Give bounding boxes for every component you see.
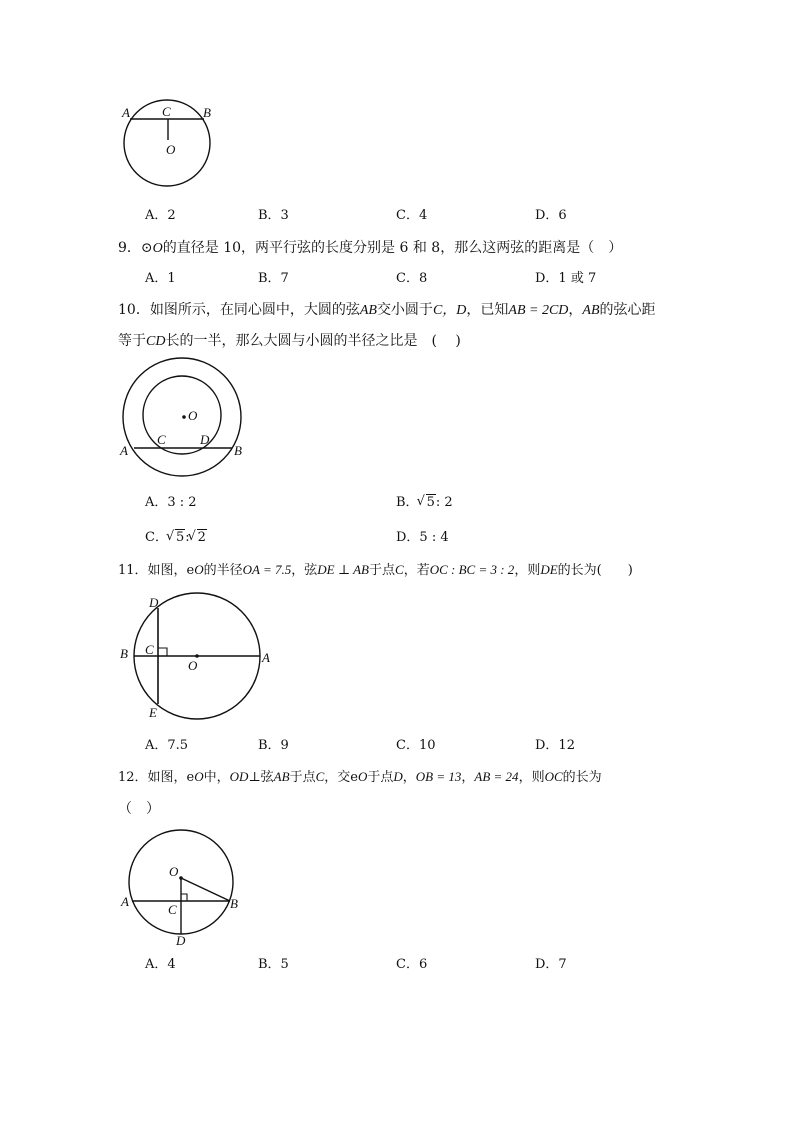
q11-t6: 的长为( ) bbox=[557, 563, 633, 578]
q11-t4: ，若 bbox=[403, 563, 430, 578]
q11-label-d: D bbox=[149, 595, 159, 610]
q11-ratio: OC : BC = 3 : 2 bbox=[429, 562, 515, 577]
q9-option-b[interactable]: B．7 bbox=[258, 271, 289, 286]
q9-text: 的直径是 10，两平行弦的长度分别是 6 和 8，那么这两弦的距离是（ ） bbox=[162, 240, 623, 256]
q12-o-2: O bbox=[357, 769, 368, 784]
q12-label-o: O bbox=[169, 864, 179, 879]
q11-option-b[interactable]: B．9 bbox=[258, 738, 289, 753]
q12-ab: AB bbox=[273, 769, 290, 784]
q11-prefix: 11．如图， bbox=[118, 563, 187, 578]
q10-stem-line1 bbox=[118, 301, 656, 320]
q10-option-c-prefix: C． bbox=[145, 530, 168, 545]
q12-label-a: A bbox=[121, 894, 129, 909]
q12-t4: ，交 bbox=[324, 770, 351, 785]
q9-option-d[interactable]: D．1 或 7 bbox=[535, 271, 597, 286]
q10-mid1: 交小圆于 bbox=[376, 302, 433, 318]
q10-label-b: B bbox=[234, 443, 242, 458]
q10-label-d: D bbox=[200, 432, 210, 447]
q10-label-c: C bbox=[157, 432, 166, 447]
sqrt-5: √ 5 bbox=[168, 530, 185, 546]
q8-option-d[interactable]: D．6 bbox=[535, 208, 567, 223]
q12-label-c: C bbox=[168, 902, 177, 917]
q12-option-d[interactable]: D．7 bbox=[535, 957, 567, 972]
q11-t1: 的半径 bbox=[203, 563, 243, 578]
circle-symbol: e bbox=[186, 563, 195, 578]
q10-line2-prefix: 等于 bbox=[118, 333, 146, 349]
sqrt-5: √ 5 bbox=[419, 495, 436, 511]
q10-mid2: ，已知 bbox=[466, 302, 509, 318]
circle-symbol: ⊙ bbox=[140, 240, 153, 256]
q10-sep: ， bbox=[568, 302, 583, 318]
q12-d: D bbox=[393, 769, 403, 784]
q11-de: DE bbox=[540, 562, 558, 577]
q12-segment-ob bbox=[181, 878, 230, 901]
q10-stem-line2 bbox=[118, 332, 461, 351]
q12-option-b[interactable]: B．5 bbox=[258, 957, 289, 972]
q12-figure bbox=[118, 828, 248, 948]
q12-t1: 中， bbox=[203, 770, 230, 785]
q11-t5: ，则 bbox=[514, 563, 541, 578]
q12-oc: OC bbox=[544, 769, 563, 784]
q12-t3: 于点 bbox=[289, 770, 316, 785]
q8-option-c[interactable]: C．4 bbox=[396, 208, 428, 223]
q12-center-dot bbox=[179, 876, 183, 880]
q10-line2-rest: 长的一半，那么大圆与小圆的半径之比是 ( ) bbox=[165, 333, 461, 349]
right-angle-mark bbox=[158, 648, 167, 656]
q10-cd: CD bbox=[146, 334, 166, 349]
q10-option-d[interactable]: D．5 : 4 bbox=[396, 530, 449, 545]
q11-label-c: C bbox=[145, 642, 154, 657]
q11-label-b: B bbox=[120, 646, 128, 661]
q11-label-a: A bbox=[262, 650, 270, 665]
q10-option-b-prefix: B． bbox=[396, 495, 419, 510]
q11-stem bbox=[118, 561, 633, 580]
q8-option-b[interactable]: B．3 bbox=[258, 208, 289, 223]
q12-t5: 于点 bbox=[367, 770, 394, 785]
q11-figure bbox=[118, 592, 278, 720]
q11-option-c[interactable]: C．10 bbox=[396, 738, 436, 753]
q10-option-a[interactable]: A．3 : 2 bbox=[145, 495, 197, 510]
sqrt-2: √ 2 bbox=[190, 530, 207, 546]
q11-label-o: O bbox=[188, 658, 198, 673]
q8-label-o: O bbox=[166, 142, 176, 157]
q9-option-a[interactable]: A．1 bbox=[145, 271, 176, 286]
q9-stem bbox=[118, 239, 622, 258]
q11-option-a[interactable]: A．7.5 bbox=[145, 738, 189, 753]
q12-c: C bbox=[315, 769, 325, 784]
q10-option-c[interactable] bbox=[145, 530, 207, 546]
right-angle-mark bbox=[181, 894, 187, 901]
q11-oa: OA = 7.5 bbox=[242, 562, 292, 577]
q11-t3: 于点 bbox=[369, 563, 396, 578]
q10-figure bbox=[118, 358, 253, 480]
q9-o: O bbox=[152, 241, 163, 256]
q10-ab: AB bbox=[359, 303, 377, 318]
q10-center-dot bbox=[182, 415, 186, 419]
q10-option-c-colon: : bbox=[185, 530, 190, 545]
q12-label-d: D bbox=[176, 933, 186, 948]
q11-label-e: E bbox=[149, 705, 157, 720]
q10-option-b-rest: : 2 bbox=[435, 495, 453, 510]
q10-label-a: A bbox=[120, 443, 128, 458]
q12-t2: ⊥弦 bbox=[248, 770, 274, 785]
q10-ab-2: AB bbox=[582, 303, 600, 318]
q12-t6: ， bbox=[402, 770, 416, 785]
q10-mid3: 的弦心距 bbox=[599, 302, 656, 318]
q12-t9: 的长为 bbox=[562, 770, 602, 785]
q8-option-a[interactable]: A．2 bbox=[145, 208, 176, 223]
circle-symbol: e bbox=[350, 770, 358, 785]
q12-label-b: B bbox=[230, 896, 238, 911]
q9-option-c[interactable]: C．8 bbox=[396, 271, 428, 286]
q8-label-c: C bbox=[162, 104, 171, 119]
q12-od: OD bbox=[229, 769, 249, 784]
q11-option-d[interactable]: D．12 bbox=[535, 738, 575, 753]
q12-t7: ， bbox=[461, 770, 475, 785]
q12-t8: ，则 bbox=[518, 770, 545, 785]
q10-cd-list: C，D bbox=[432, 303, 467, 318]
q12-o: O bbox=[194, 769, 204, 784]
q9-number: 9． bbox=[118, 240, 141, 256]
q10-eq: AB = 2CD bbox=[508, 303, 569, 318]
q12-prefix: 12．如图， bbox=[118, 770, 187, 785]
q12-stem-line2: （ ） bbox=[118, 801, 160, 817]
q12-ob: OB = 13 bbox=[415, 769, 462, 784]
q11-o: O bbox=[194, 562, 204, 577]
q11-de-ab: DE ⊥ AB bbox=[317, 562, 369, 577]
q11-t2: ，弦 bbox=[291, 563, 318, 578]
q12-option-a[interactable]: A．4 bbox=[145, 957, 176, 972]
q10-label-o: O bbox=[188, 408, 198, 423]
q8-figure bbox=[118, 100, 218, 192]
circle-symbol: e bbox=[186, 770, 195, 785]
q10-option-b[interactable] bbox=[396, 495, 453, 511]
q11-c: C bbox=[395, 562, 404, 577]
q10-prefix: 10．如图所示，在同心圆中，大圆的弦 bbox=[118, 302, 360, 318]
q12-stem-line1 bbox=[118, 768, 602, 787]
q8-label-a: A bbox=[122, 105, 130, 120]
q12-option-c[interactable]: C．6 bbox=[396, 957, 428, 972]
q12-ab-value: AB = 24 bbox=[474, 769, 519, 784]
q8-label-b: B bbox=[203, 105, 211, 120]
